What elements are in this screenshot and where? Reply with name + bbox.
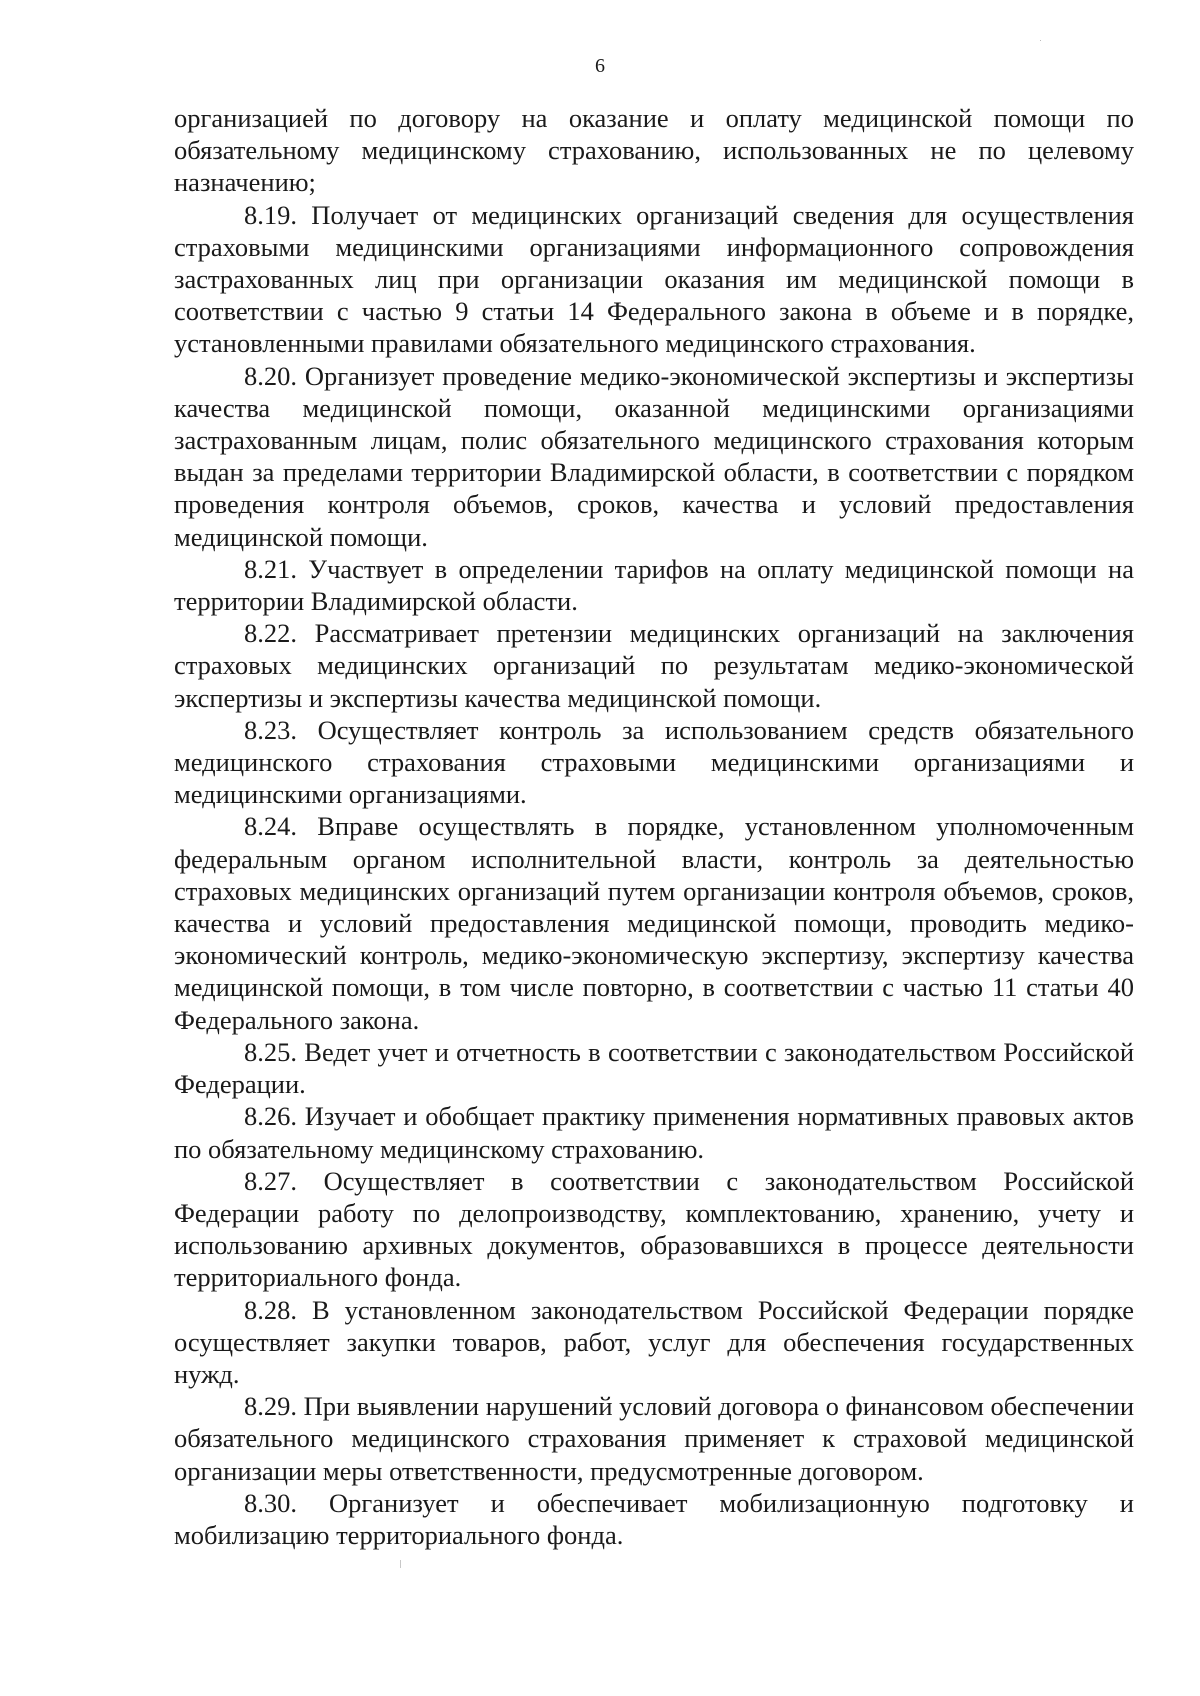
paragraph-8-22: 8.22. Рассматривает претензии медицинских организаций на заключения страховых медицинских организаций по результатам медико-экономической экспертизы и экспертизы качества медицинской помощи.	[174, 618, 1134, 713]
document-body	[174, 102, 1134, 1551]
paragraph-8-23: 8.23. Осуществляет контроль за использованием средств обязательного медицинского страхования страховыми медицинскими организациями и медицинскими организациями.	[174, 714, 1134, 810]
paragraph-continuation: организацией по договору на оказание и оплату медицинской помощи по обязательному медицинскому страхованию, использованных не по целевому назначению;	[174, 103, 1134, 198]
paragraph-8-20: 8.20. Организует проведение медико-экономической экспертизы и экспертизы качества медицинской помощи, оказанной медицинскими организациями застрахованным лицам, полис обязательного медицинского страхования которым выдан за пределами территории Владимирской области, в соответствии с порядком проведения контроля объемов, сроков, качества и условий предоставления медицинской помощи.	[174, 360, 1134, 552]
paragraph-8-24: 8.24. Вправе осуществлять в порядке, установленном уполномоченным федеральным органом исполнительной власти, контроль за деятельностью страховых медицинских организаций путем организации контроля объемов, сроков, качества и условий предоставления медицинской помощи, проводить медико-экономический контроль, медико-экономическую экспертизу, экспертизу качества медицинской помощи, в том числе повторно, в соответствии с частью 11 статьи 40 Федерального закона.	[174, 811, 1134, 1035]
scan-artifact-mark	[400, 1560, 401, 1568]
paragraph-8-27: 8.27. Осуществляет в соответствии с законодательством Российской Федерации работу по делопроизводству, комплектованию, хранению, учету и использованию архивных документов, образовавшихся в процессе деятельности территориального фонда.	[174, 1165, 1134, 1293]
paragraph-8-25: 8.25. Ведет учет и отчетность в соответствии с законодательством Российской Федерации.	[174, 1036, 1134, 1100]
scan-artifact-dot	[1040, 40, 1041, 41]
paragraph-8-30: 8.30. Организует и обеспечивает мобилизационную подготовку и мобилизацию территориального фонда.	[174, 1487, 1134, 1550]
paragraph-8-28: 8.28. В установленном законодательством Российской Федерации порядке осуществляет закупки товаров, работ, услуг для обеспечения государственных нужд.	[174, 1294, 1134, 1389]
page-number: 6	[595, 55, 605, 77]
paragraph-8-29: 8.29. При выявлении нарушений условий договора о финансовом обеспечении обязательного медицинского страхования применяет к страховой медицинской организации меры ответственности, предусмотренные договором.	[174, 1391, 1134, 1486]
paragraph-8-19: 8.19. Получает от медицинских организаций сведения для осуществления страховыми медицинскими организациями информационного сопровождения застрахованных лиц при организации оказания им медицинской помощи в соответствии с частью 9 статьи 14 Федерального закона в объеме и в порядке, установленными правилами обязательного медицинского страхования.	[174, 199, 1134, 359]
paragraph-8-26: 8.26. Изучает и обобщает практику применения нормативных правовых актов по обязательному медицинскому страхованию.	[174, 1101, 1134, 1164]
paragraph-8-21: 8.21. Участвует в определении тарифов на оплату медицинской помощи на территории Владимирской области.	[174, 553, 1134, 617]
